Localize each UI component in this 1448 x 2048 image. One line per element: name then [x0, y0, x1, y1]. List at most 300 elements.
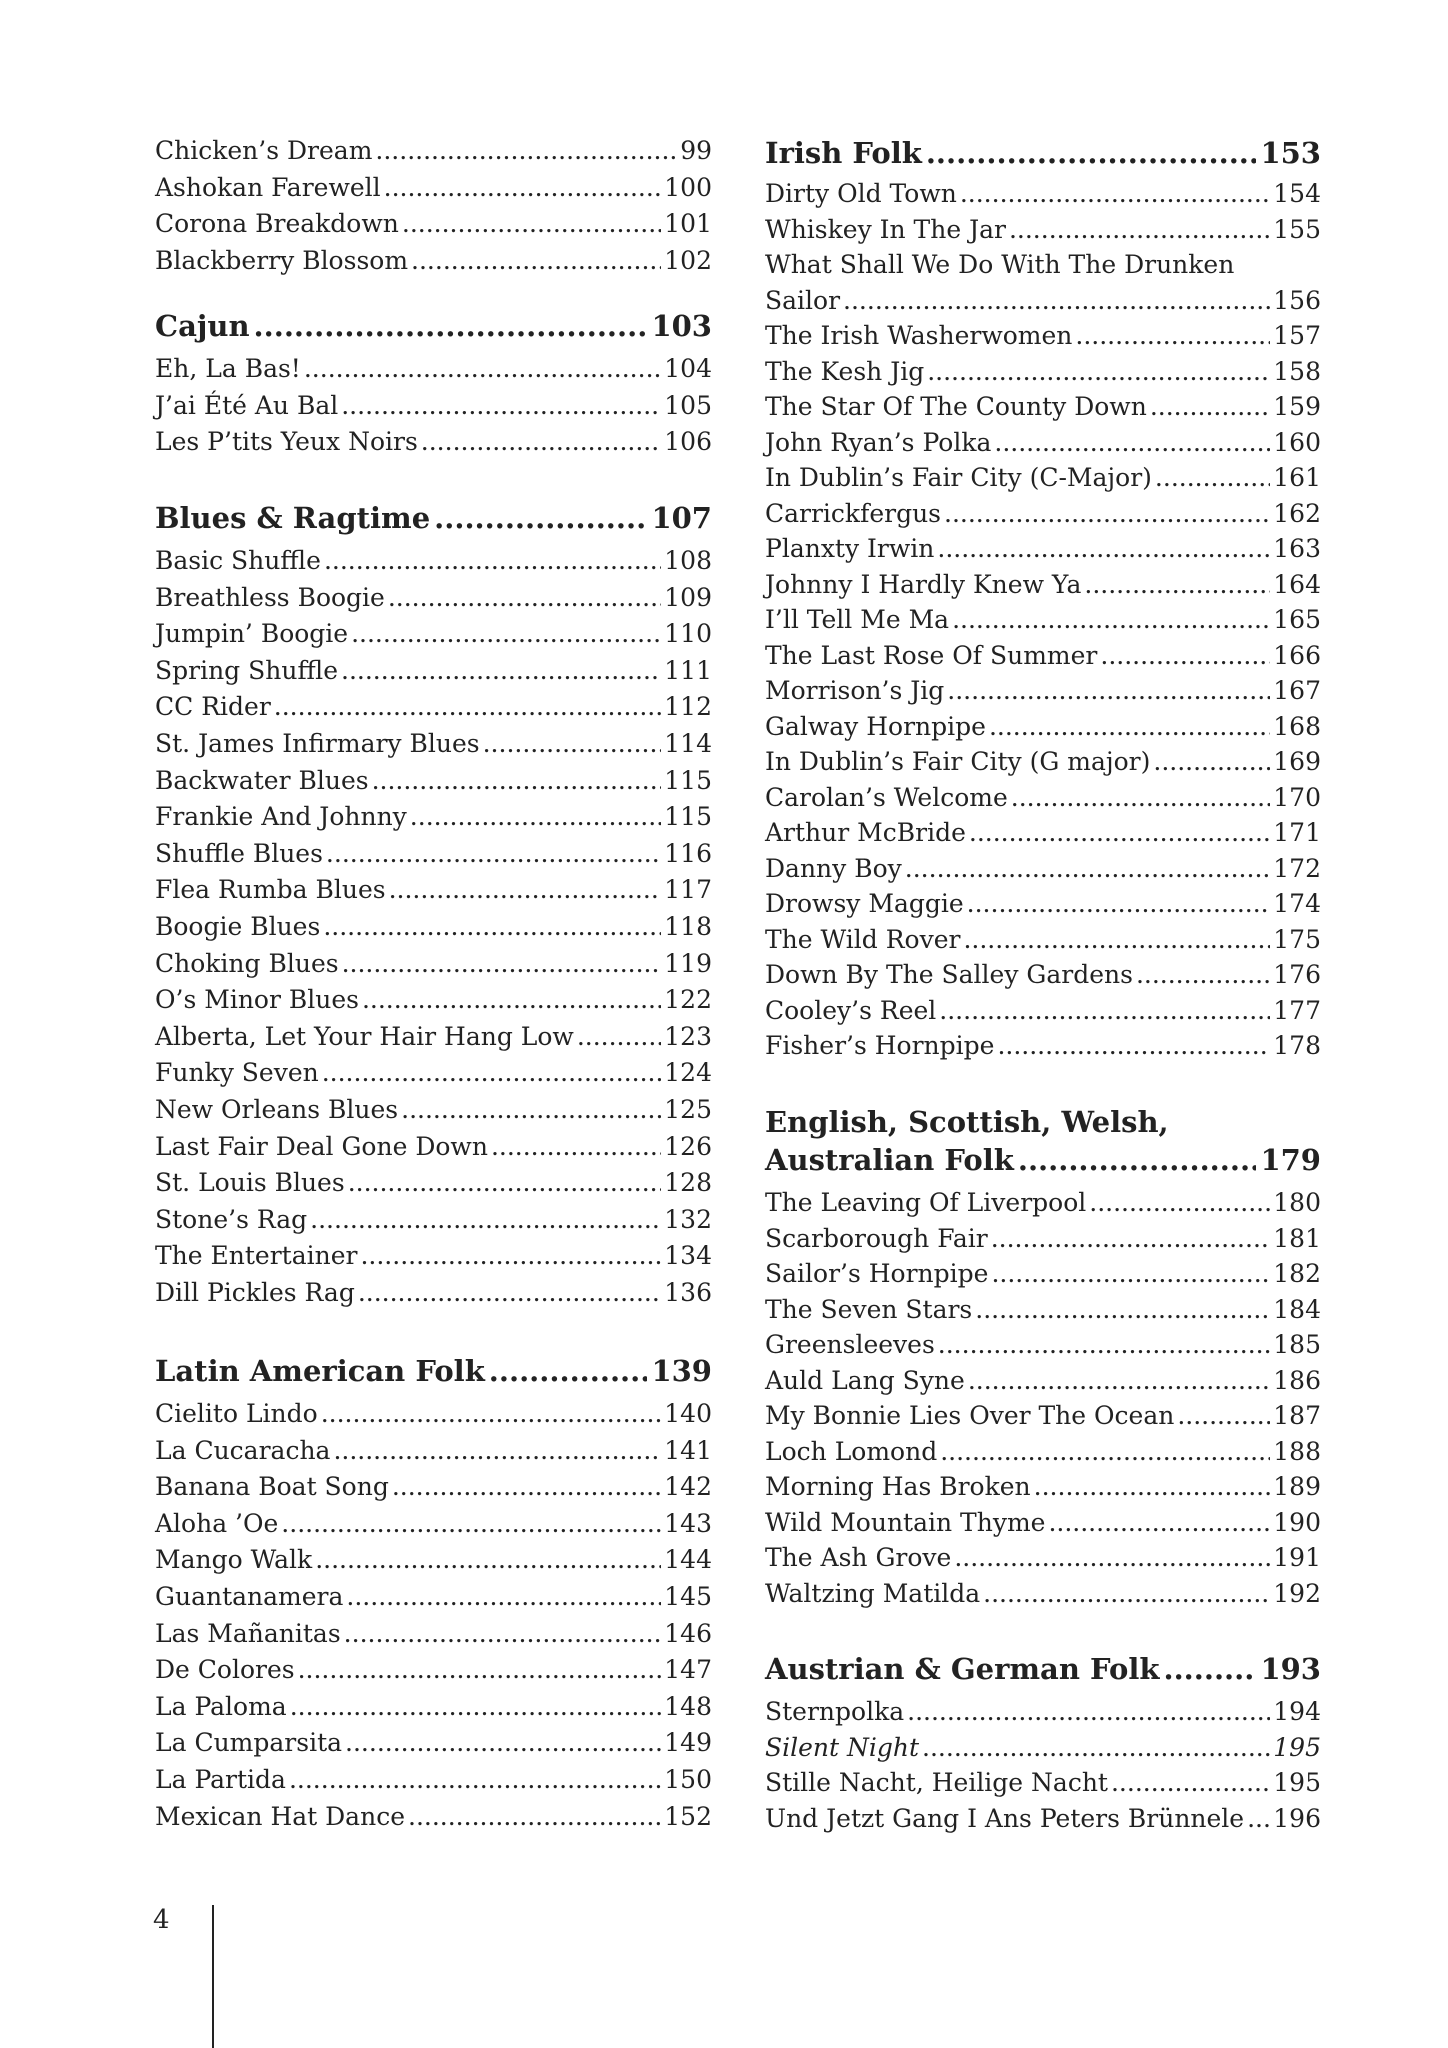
- entry-page: 176: [1273, 960, 1321, 989]
- entry-page: 140: [664, 1399, 712, 1428]
- entry-page: 171: [1273, 818, 1321, 847]
- dot-leader: [1100, 638, 1270, 674]
- dot-leader: [341, 388, 661, 425]
- toc-entry[interactable]: [155, 351, 712, 388]
- dot-leader: [310, 1202, 661, 1239]
- toc-entry[interactable]: [155, 1165, 712, 1202]
- dot-leader: [254, 307, 648, 345]
- entry-page: 152: [664, 1801, 712, 1831]
- entry-page: 195: [1273, 1732, 1321, 1762]
- entry-title: The Seven Stars: [765, 1294, 973, 1324]
- entry-title: Chicken’s Dream: [155, 136, 373, 165]
- dot-leader: [372, 763, 662, 800]
- entry-title: Last Fair Deal Gone Down: [155, 1131, 488, 1161]
- section-page: 139: [651, 1354, 712, 1388]
- dot-leader: [991, 1256, 1270, 1292]
- toc-entry[interactable]: [155, 872, 712, 909]
- toc-section-english-scottish-welsh-australian-folk: [765, 1103, 1321, 1611]
- entry-title: Banana Boat Song: [155, 1472, 389, 1502]
- dot-leader: [947, 673, 1270, 709]
- entry-title: Guantanamera: [155, 1581, 344, 1611]
- toc-entry[interactable]: [765, 1801, 1321, 1837]
- toc-entry[interactable]: [765, 780, 1321, 816]
- toc-entry[interactable]: [155, 653, 712, 690]
- entry-page: 162: [1273, 498, 1321, 528]
- entry-title: Mexican Hat Dance: [155, 1801, 405, 1831]
- toc-entry[interactable]: [765, 886, 1321, 922]
- entry-title: Jumpin’ Boogie: [155, 619, 349, 649]
- entry-page: 185: [1273, 1330, 1321, 1359]
- entry-page: 110: [664, 619, 712, 649]
- entry-title: La Partida: [155, 1764, 286, 1794]
- section-heading[interactable]: [155, 499, 712, 537]
- dot-leader: [483, 726, 662, 763]
- entry-page: 126: [664, 1131, 712, 1161]
- section-heading[interactable]: [155, 307, 712, 345]
- toc-entry[interactable]: [155, 726, 712, 763]
- entry-page: 116: [664, 838, 712, 868]
- section-heading[interactable]: [765, 134, 1321, 172]
- entry-page: 106: [664, 427, 712, 457]
- entry-page: 99: [680, 136, 712, 165]
- entry-title: Planxty Irwin: [765, 534, 935, 563]
- dot-leader: [907, 1694, 1270, 1730]
- entry-title: Mango Walk: [155, 1545, 313, 1575]
- dot-leader: [969, 815, 1270, 851]
- toc-entry[interactable]: [155, 1799, 712, 1836]
- entry-page: 169: [1273, 747, 1321, 776]
- section-title-line1: English, Scottish, Welsh,: [765, 1105, 1169, 1139]
- dot-leader: [402, 206, 661, 243]
- dot-leader: [289, 1762, 661, 1799]
- toc-entry[interactable]: [765, 1363, 1321, 1399]
- entry-title: O’s Minor Blues: [155, 985, 359, 1015]
- entry-page: 118: [664, 911, 712, 941]
- entry-title: Backwater Blues: [155, 765, 369, 795]
- toc-entry[interactable]: [155, 1238, 712, 1275]
- dot-leader: [952, 602, 1270, 638]
- entry-title: Stone’s Rag: [155, 1204, 308, 1234]
- entry-page: 149: [664, 1728, 712, 1758]
- toc-entry[interactable]: [765, 460, 1321, 496]
- toc-entry[interactable]: [765, 851, 1321, 887]
- toc-entry[interactable]: [765, 496, 1321, 532]
- dot-leader: [304, 351, 661, 388]
- dot-leader: [967, 886, 1271, 922]
- entry-page: 115: [664, 802, 712, 832]
- toc-entry[interactable]: [155, 543, 712, 580]
- dot-leader: [1011, 780, 1271, 816]
- entry-page: 128: [664, 1168, 712, 1198]
- entry-page: 174: [1273, 889, 1321, 918]
- entry-page: 111: [664, 655, 712, 685]
- dot-leader: [491, 1129, 661, 1166]
- toc-entry[interactable]: [155, 1092, 712, 1129]
- toc-entry[interactable]: [155, 243, 712, 280]
- section-heading[interactable]: [155, 1352, 712, 1390]
- entry-page: 136: [664, 1277, 712, 1307]
- section-title: Latin American Folk: [155, 1354, 485, 1388]
- entry-title: The Wild Rover: [765, 924, 961, 954]
- dot-leader: [927, 354, 1270, 390]
- dot-leader: [401, 1092, 661, 1129]
- entry-page: 170: [1273, 782, 1321, 812]
- toc-entry[interactable]: [155, 580, 712, 617]
- toc-section-austrian-german-folk: [765, 1650, 1321, 1836]
- toc-entry[interactable]: [155, 1129, 712, 1166]
- entry-title: Cielito Lindo: [155, 1399, 318, 1428]
- toc-entry[interactable]: [155, 424, 712, 461]
- dot-leader: [1136, 957, 1270, 993]
- section-title: Australian Folk: [765, 1143, 1014, 1177]
- entry-title: Eh, La Bas!: [155, 354, 301, 383]
- toc-entry[interactable]: [765, 1398, 1321, 1434]
- entry-title: Corona Breakdown: [155, 209, 399, 239]
- toc-entry[interactable]: [765, 389, 1321, 425]
- dot-leader: [960, 176, 1270, 212]
- dot-leader: [362, 982, 661, 1019]
- entry-page: 186: [1273, 1365, 1321, 1395]
- toc-entry[interactable]: [765, 1694, 1321, 1730]
- entry-title: What Shall We Do With The Drunken: [765, 250, 1235, 279]
- toc-entry[interactable]: [765, 1292, 1321, 1328]
- entry-title: Loch Lomond: [765, 1436, 938, 1466]
- entry-title: Spring Shuffle: [155, 655, 339, 685]
- entry-page: 175: [1273, 924, 1321, 954]
- section-title: Blues & Ragtime: [155, 501, 431, 535]
- entry-page: 143: [664, 1508, 712, 1538]
- dot-leader: [326, 836, 661, 873]
- dot-leader: [1163, 1650, 1256, 1688]
- dot-leader: [1048, 1505, 1270, 1541]
- entry-page: 117: [664, 875, 712, 905]
- toc-entry[interactable]: [155, 1433, 712, 1470]
- dot-leader: [1075, 318, 1270, 354]
- toc-entry[interactable]: [155, 763, 712, 800]
- toc-entry[interactable]: [765, 425, 1321, 461]
- entry-title: Funky Seven: [155, 1058, 319, 1088]
- entry-page: 157: [1273, 321, 1321, 350]
- section-title: Irish Folk: [765, 136, 922, 170]
- dot-leader: [1089, 1185, 1270, 1221]
- toc-entry[interactable]: [155, 1762, 712, 1799]
- entry-page: 146: [664, 1618, 712, 1648]
- entry-page: 195: [1273, 1768, 1321, 1797]
- toc-entry[interactable]: [765, 354, 1321, 390]
- entry-title: The Leaving Of Liverpool: [765, 1188, 1087, 1217]
- dot-leader: [994, 425, 1270, 461]
- entry-page: 112: [664, 692, 712, 722]
- section-page: 107: [651, 501, 712, 535]
- entry-page: 182: [1273, 1259, 1321, 1288]
- dot-leader: [360, 1238, 661, 1275]
- entry-page: 150: [664, 1764, 712, 1794]
- dot-leader: [392, 1469, 661, 1506]
- entry-title: Johnny I Hardly Knew Ya: [765, 569, 1082, 599]
- dot-leader: [408, 1799, 661, 1836]
- toc-entry[interactable]: [155, 1202, 712, 1239]
- entry-page: 158: [1273, 356, 1321, 386]
- entry-page: 166: [1273, 640, 1321, 670]
- toc-entry[interactable]: [155, 1542, 712, 1579]
- toc-entry[interactable]: [765, 1765, 1321, 1801]
- entry-title: New Orleans Blues: [155, 1094, 399, 1124]
- entry-title: I’ll Tell Me Ma: [765, 605, 950, 634]
- entry-title: Whiskey In The Jar: [765, 214, 1006, 244]
- toc-entry[interactable]: [765, 922, 1321, 958]
- entry-title: Fisher’s Hornpipe: [765, 1031, 995, 1060]
- entry-title: Flea Rumba Blues: [155, 875, 386, 905]
- dot-leader: [963, 922, 1270, 958]
- toc-entry[interactable]: [155, 689, 712, 726]
- dot-leader: [1111, 1765, 1270, 1801]
- toc-entry[interactable]: [155, 1652, 712, 1689]
- toc-entry[interactable]: [765, 957, 1321, 993]
- toc-entry[interactable]: [155, 1469, 712, 1506]
- toc-entry[interactable]: [765, 673, 1321, 709]
- dot-leader: [1247, 1801, 1270, 1837]
- entry-title: Ashokan Farewell: [155, 172, 381, 202]
- toc-entry[interactable]: [155, 388, 712, 425]
- dot-leader: [937, 531, 1270, 567]
- entry-page: 188: [1273, 1436, 1321, 1466]
- toc-entry[interactable]: [765, 247, 1321, 283]
- dot-leader: [281, 1506, 661, 1543]
- toc-entry[interactable]: [765, 1505, 1321, 1541]
- dot-leader: [968, 1363, 1270, 1399]
- toc-entry[interactable]: [155, 1725, 712, 1762]
- dot-leader: [944, 496, 1270, 532]
- toc-entry[interactable]: [155, 206, 712, 243]
- dot-leader: [345, 1725, 661, 1762]
- entry-page: 178: [1273, 1031, 1321, 1060]
- dot-leader: [926, 134, 1257, 172]
- dot-leader: [321, 1396, 662, 1433]
- dot-leader: [410, 799, 661, 836]
- toc-entry[interactable]: [765, 1576, 1321, 1612]
- dot-leader: [991, 1221, 1271, 1257]
- toc-entry[interactable]: [155, 170, 712, 207]
- toc-entry[interactable]: [765, 1028, 1321, 1064]
- entry-title: Cooley’s Reel: [765, 995, 937, 1025]
- entry-title: Morrison’s Jig: [765, 676, 945, 705]
- toc-entry[interactable]: [155, 836, 712, 873]
- dot-leader: [434, 499, 647, 537]
- entry-title: De Colores: [155, 1655, 295, 1685]
- entry-page: 167: [1273, 676, 1321, 705]
- entry-title: Auld Lang Syne: [765, 1365, 965, 1395]
- section-page: 193: [1260, 1652, 1321, 1686]
- dot-leader: [323, 909, 661, 946]
- dot-leader: [375, 133, 677, 170]
- entry-title: La Cumparsita: [155, 1728, 343, 1758]
- toc-section-irish-folk: [765, 134, 1321, 1064]
- dot-leader: [983, 1576, 1270, 1612]
- entry-page: 168: [1273, 711, 1321, 741]
- entry-title: Choking Blues: [155, 948, 339, 978]
- section-page: 153: [1260, 136, 1321, 170]
- entry-page: 164: [1273, 569, 1321, 599]
- dot-leader: [954, 1540, 1270, 1576]
- entry-title: J’ai Été Au Bal: [155, 390, 339, 420]
- footer-rule: [212, 1905, 214, 2048]
- entry-page: 145: [664, 1581, 712, 1611]
- entry-title: Basic Shuffle: [155, 546, 321, 575]
- dot-leader: [997, 1028, 1270, 1064]
- page-number: 4: [153, 1905, 170, 1935]
- section-heading[interactable]: [765, 1650, 1321, 1688]
- dot-leader: [489, 1352, 648, 1390]
- entry-page: 101: [664, 209, 712, 239]
- toc-entry[interactable]: [765, 176, 1321, 212]
- entry-page: 102: [664, 245, 712, 275]
- toc-entry[interactable]: [765, 744, 1321, 780]
- toc-section-cajun: [155, 307, 712, 461]
- entry-title: St. James Infirmary Blues: [155, 728, 480, 758]
- entry-title: Wild Mountain Thyme: [765, 1507, 1046, 1537]
- dot-leader: [1009, 212, 1270, 248]
- entry-title: Morning Has Broken: [765, 1472, 1031, 1501]
- toc-entry[interactable]: [155, 1579, 712, 1616]
- entry-page: 156: [1273, 285, 1321, 315]
- entry-page: 190: [1273, 1507, 1321, 1537]
- entry-page: 177: [1273, 995, 1321, 1025]
- entry-page: 172: [1273, 853, 1321, 883]
- dot-leader: [324, 543, 661, 580]
- entry-title: St. Louis Blues: [155, 1168, 345, 1198]
- entry-page: 163: [1273, 534, 1321, 563]
- entry-title: Frankie And Johnny: [155, 802, 407, 832]
- entry-page: 141: [664, 1435, 712, 1465]
- entry-page: 148: [664, 1691, 712, 1721]
- toc-entry[interactable]: [765, 602, 1321, 638]
- entry-page: 100: [664, 172, 712, 202]
- toc-entry[interactable]: [765, 1256, 1321, 1292]
- toc-entry[interactable]: [765, 638, 1321, 674]
- dot-leader: [344, 1616, 662, 1653]
- toc-entry[interactable]: [765, 815, 1321, 851]
- toc-entry[interactable]: [765, 283, 1321, 319]
- toc-entry[interactable]: [765, 1327, 1321, 1363]
- toc-entry[interactable]: [765, 567, 1321, 603]
- entry-title: Sailor: [765, 285, 841, 315]
- entry-page: 194: [1273, 1697, 1321, 1726]
- toc-entry[interactable]: [155, 1689, 712, 1726]
- entry-title: Silent Night: [765, 1732, 920, 1762]
- toc-entry[interactable]: [155, 133, 712, 170]
- dot-leader: [322, 1055, 662, 1092]
- dot-leader: [351, 616, 661, 653]
- entry-title: Breathless Boogie: [155, 582, 385, 612]
- dot-leader: [348, 1165, 662, 1202]
- toc-entry[interactable]: [765, 531, 1321, 567]
- toc-entry[interactable]: [155, 1019, 712, 1056]
- entry-title: Stille Nacht, Heilige Nacht: [765, 1768, 1108, 1797]
- entry-page: 192: [1273, 1578, 1321, 1608]
- toc-entry[interactable]: [765, 212, 1321, 248]
- entry-page: 187: [1273, 1401, 1321, 1430]
- dot-leader: [315, 1542, 661, 1579]
- entry-title: Greensleeves: [765, 1330, 935, 1359]
- toc-entry[interactable]: [765, 318, 1321, 354]
- toc-entry[interactable]: [765, 1469, 1321, 1505]
- entry-title: Danny Boy: [765, 853, 902, 883]
- dot-leader: [384, 170, 662, 207]
- entry-page: 154: [1273, 179, 1321, 208]
- dot-leader: [333, 1433, 661, 1470]
- entry-page: 160: [1273, 427, 1321, 457]
- toc-entry[interactable]: [765, 709, 1321, 745]
- entry-title: Carolan’s Welcome: [765, 782, 1008, 812]
- entry-page: 196: [1273, 1803, 1321, 1833]
- toc-entry[interactable]: [155, 799, 712, 836]
- dot-leader: [341, 653, 661, 690]
- entry-title: Les P’tits Yeux Noirs: [155, 427, 418, 457]
- dot-leader: [389, 872, 662, 909]
- toc-entry[interactable]: [765, 1434, 1321, 1470]
- entry-page: 124: [664, 1058, 712, 1088]
- dot-leader: [905, 851, 1271, 887]
- toc-entry[interactable]: [155, 1055, 712, 1092]
- toc-entry[interactable]: [155, 1506, 712, 1543]
- entry-page: 181: [1273, 1223, 1321, 1253]
- entry-page: 191: [1273, 1543, 1321, 1572]
- dot-leader: [577, 1019, 661, 1056]
- entry-title: Carrickfergus: [765, 498, 942, 528]
- entry-page: 114: [664, 728, 712, 758]
- section-title: Austrian & German Folk: [765, 1652, 1160, 1686]
- entry-title: In Dublin’s Fair City (G major): [765, 747, 1151, 776]
- dot-leader: [411, 243, 661, 280]
- toc-entry[interactable]: [765, 1730, 1321, 1766]
- entry-title: Alberta, Let Your Hair Hang Low: [155, 1021, 574, 1051]
- entry-title: La Paloma: [155, 1691, 287, 1721]
- toc-entry[interactable]: [155, 616, 712, 653]
- entry-title: Shuffle Blues: [155, 838, 323, 868]
- entry-title: Sailor’s Hornpipe: [765, 1259, 989, 1288]
- entry-title: The Last Rose Of Summer: [765, 640, 1098, 670]
- entry-title: The Ash Grove: [765, 1543, 952, 1572]
- entry-title: In Dublin’s Fair City (C-Major): [765, 463, 1152, 492]
- toc-entry[interactable]: [765, 1540, 1321, 1576]
- toc-entry[interactable]: [155, 982, 712, 1019]
- toc-entry[interactable]: [765, 993, 1321, 1029]
- dot-leader: [989, 709, 1270, 745]
- toc-entry[interactable]: [765, 1185, 1321, 1221]
- entry-page: 189: [1273, 1472, 1321, 1501]
- entry-title: John Ryan’s Polka: [765, 427, 992, 457]
- entry-page: 132: [664, 1204, 712, 1234]
- entry-title: Dill Pickles Rag: [155, 1277, 355, 1307]
- section-page: 179: [1260, 1143, 1321, 1177]
- section-heading[interactable]: [765, 1141, 1321, 1179]
- toc-entry[interactable]: [155, 946, 712, 983]
- entry-title: My Bonnie Lies Over The Ocean: [765, 1401, 1175, 1430]
- entry-page: 144: [664, 1545, 712, 1575]
- toc-entry[interactable]: [155, 1275, 712, 1312]
- entry-title: Arthur McBride: [765, 818, 966, 847]
- dot-leader: [1153, 744, 1270, 780]
- entry-title: The Irish Washerwomen: [765, 321, 1073, 350]
- section-page: 103: [651, 309, 712, 343]
- toc-section-blues-ragtime: [155, 499, 712, 1311]
- dot-leader: [975, 1292, 1270, 1328]
- dot-leader: [274, 689, 662, 726]
- toc-entry[interactable]: [765, 1221, 1321, 1257]
- toc-entry[interactable]: [155, 1616, 712, 1653]
- toc-entry[interactable]: [155, 1396, 712, 1433]
- toc-entry[interactable]: [155, 909, 712, 946]
